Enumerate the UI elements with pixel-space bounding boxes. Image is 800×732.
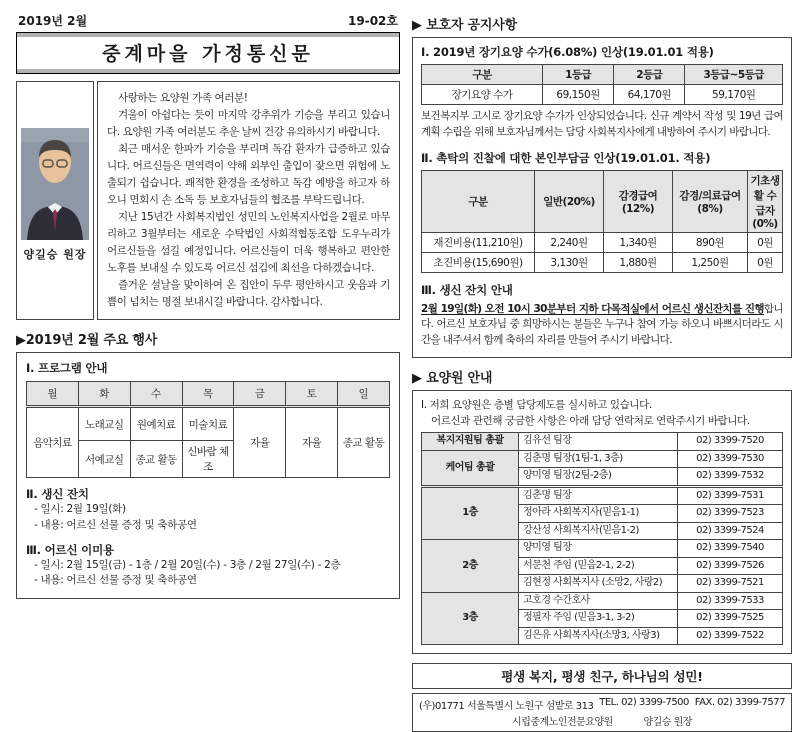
program-cell: 종교 활동 (338, 407, 390, 478)
postal-address: (우)01771 서울특별시 노원구 섬밭로 313 (419, 701, 594, 713)
fee-value: 59,170원 (685, 85, 783, 105)
staff-contact-table (421, 432, 783, 645)
program-cell: 음악치료 (27, 407, 79, 478)
slogan-banner: 평생 복지, 평생 친구, 하나님의 성민! (412, 663, 792, 689)
program-cell: 자율 (286, 407, 338, 478)
table-row (422, 450, 783, 468)
letter-paragraph: 즐거운 설날을 맞이하여 온 집안이 두루 평안하시고 웃음과 기쁨이 넘치는 명절 보내시길 바랍니다. 감사합니다. (107, 279, 390, 308)
staff-phone: 02) 3399-7521 (678, 575, 783, 593)
issue-number: 19-02호 (348, 14, 398, 28)
copay-value: 890원 (673, 232, 748, 252)
copay-increase-title: Ⅱ. 촉탁의 진찰에 대한 본인부담금 인상(19.01.01. 적용) (421, 150, 711, 165)
table-row (422, 65, 783, 85)
table-row (27, 407, 390, 441)
day-header: 일 (338, 382, 390, 407)
copay-row-label: 초진비용(15,690원) (422, 252, 535, 272)
staff-name: 김은유 사회복지사(소망3, 사랑3) (519, 627, 678, 645)
copay-header: 기초생활 수급자(0%) (748, 170, 783, 232)
table-row (422, 486, 783, 505)
guardian-notices-box (412, 37, 792, 358)
contact-footer (412, 693, 792, 732)
fax-number: FAX. 02) 3399-7577 (694, 697, 785, 709)
organization-name: 시립중계노인전문요양원 (512, 717, 613, 729)
beauty-service-content: - 내용: 어르신 선물 증정 및 축하공연 (34, 574, 197, 587)
staff-phone: 02) 3399-7530 (678, 450, 783, 468)
program-cell: 서예교실 (78, 441, 130, 478)
day-header: 월 (27, 382, 79, 407)
staff-phone: 02) 3399-7526 (678, 557, 783, 575)
staff-group: 1층 (422, 486, 519, 540)
table-row (422, 433, 783, 451)
staff-phone: 02) 3399-7532 (678, 468, 783, 487)
right-column (412, 12, 792, 732)
staff-phone: 02) 3399-7533 (678, 592, 783, 610)
left-column (16, 12, 400, 732)
table-row (422, 85, 783, 105)
birthday-notice-text (421, 302, 783, 349)
director-photo-box (16, 81, 94, 320)
letter-paragraph: 겨울이 아쉽다는 듯이 마지막 강추위가 기승을 부리고 있습니다. 요양원 가족 여러분도 추운 날씨 건강 유의하시기 바랍니다. (107, 109, 390, 138)
table-row (422, 252, 783, 272)
copay-header: 감경급여 (12%) (604, 170, 673, 232)
fee-row-label: 장기요양 수가 (422, 85, 543, 105)
day-header: 수 (130, 382, 182, 407)
staff-group: 3층 (422, 592, 519, 645)
events-box (16, 352, 400, 599)
staff-phone: 02) 3399-7522 (678, 627, 783, 645)
copay-value: 1,250원 (673, 252, 748, 272)
copay-value: 0원 (748, 232, 783, 252)
staff-name: 김현정 사회복지사 (소망2, 사랑2) (519, 575, 678, 593)
fee-value: 69,150원 (543, 85, 614, 105)
copay-value: 3,130원 (535, 252, 604, 272)
copay-header: 일반(20%) (535, 170, 604, 232)
day-header: 토 (286, 382, 338, 407)
weekly-program-table (26, 381, 390, 478)
guardian-notices-heading: ▶ 보호자 공지사항 (412, 18, 517, 33)
staff-phone: 02) 3399-7531 (678, 486, 783, 505)
program-guide-title: Ⅰ. 프로그램 안내 (26, 361, 108, 375)
birthday-party-item (26, 486, 390, 534)
staff-phone: 02) 3399-7540 (678, 540, 783, 558)
fee-header: 3등급~5등급 (685, 65, 783, 85)
director-photo (21, 128, 89, 240)
copay-header: 구분 (422, 170, 535, 232)
program-cell: 신바람 체조 (182, 441, 234, 478)
staff-name: 서문천 주임 (믿음2-1, 2-2) (519, 557, 678, 575)
table-row (422, 170, 783, 232)
staff-phone: 02) 3399-7523 (678, 505, 783, 523)
copay-row-label: 재진비용(11,210원) (422, 232, 535, 252)
program-cell: 원예치료 (130, 407, 182, 441)
facility-info-box (412, 390, 792, 655)
staff-name: 정필자 주임 (믿음3-1, 3-2) (519, 610, 678, 628)
program-cell: 미술치료 (182, 407, 234, 441)
staff-group: 복지지원팀 총괄 (422, 433, 519, 451)
program-cell: 노래교실 (78, 407, 130, 441)
birthday-party-title: Ⅱ. 생신 잔치 (26, 487, 89, 501)
director-letter-body (97, 81, 400, 320)
table-row (422, 232, 783, 252)
birthday-party-content: - 내용: 어르신 선물 증정 및 축하공연 (34, 518, 197, 531)
beauty-service-title: Ⅲ. 어르신 이미용 (26, 542, 114, 557)
staff-group: 케어팀 총괄 (422, 450, 519, 486)
issue-date: 2019년 2월 (18, 14, 88, 28)
copay-value: 1,340원 (604, 232, 673, 252)
facility-intro-2: 어르신과 관련해 궁금한 사항은 아래 담당 연락처로 연락주시기 바랍니다. (431, 415, 750, 428)
fee-header: 1등급 (543, 65, 614, 85)
staff-name: 고호경 수간호사 (519, 592, 678, 610)
fee-header: 구분 (422, 65, 543, 85)
staff-name: 양미영 팀장 (519, 540, 678, 558)
staff-phone: 02) 3399-7524 (678, 522, 783, 540)
copay-header: 감경/의료급여 (8%) (673, 170, 748, 232)
events-section-heading: ▶2019년 2월 주요 행사 (16, 333, 158, 348)
fee-increase-title: Ⅰ. 2019년 장기요양 수가(6.08%) 인상(19.01.01 적용) (421, 45, 714, 59)
copay-value: 1,880원 (604, 252, 673, 272)
staff-name: 강산성 사회복지사(믿음1-2) (519, 522, 678, 540)
day-header: 화 (78, 382, 130, 407)
facility-intro-1: Ⅰ. 저희 요양원은 층별 담당제도를 실시하고 있습니다. (421, 398, 652, 411)
table-row (422, 540, 783, 558)
day-header: 목 (182, 382, 234, 407)
staff-name: 정아라 사회복지사(믿음1-1) (519, 505, 678, 523)
program-cell: 자율 (234, 407, 286, 478)
fee-increase-note: 보건복지부 고시로 장기요양 수가가 인상되었습니다. 신규 계약서 작성 및 19년 급여계획 수립을 위해 보호자님께서는 담당 사회복지사에게 내방하여 주시기 바랍니다. (421, 110, 783, 138)
birthday-notice-title: Ⅲ. 생신 잔치 안내 (421, 282, 513, 297)
letter-paragraph: 최근 매서운 한파가 기승을 부리며 독감 환자가 급증하고 있습니다. 어르신들은 면역력이 약해 외부인 출입이 잦으면 위험에 노출되기 쉽습니다. 쾌적한 환경을 조성하고 독감 예방을 하고자 하오니 면회시 손 소독 등 보호자님들의 협조를 부탁드립니다. (107, 143, 390, 206)
beauty-service-item (26, 542, 390, 590)
director-photo-caption: 양길승 원장 (23, 248, 87, 261)
letter-paragraph: 지난 15년간 사회복지법인 성민의 노인복지사업을 2월로 마무리하고 3월부터는 새로운 수탁법인 사회적협동조합 도우누리가 어르신들을 섬길 예정입니다. 어르신들이 더욱 행복하고 편안한 노후를 보내실 수 있도록 어르신 섬김에 최선을 다하겠습니다. (107, 211, 390, 274)
staff-phone: 02) 3399-7525 (678, 610, 783, 628)
birthday-notice-rest: 합니다. 어르신 보호자님 중 희망하시는 분들은 누구나 참여 가능 하오니 바쁘시더라도 시간을 내주셔서 함께 축하의 자리를 만들어 주시기 바랍니다. (421, 302, 783, 346)
staff-name: 김유선 팀장 (519, 433, 678, 451)
director-letter (16, 81, 400, 320)
letter-paragraph: 사랑하는 요양원 가족 여러분! (118, 92, 248, 104)
care-fee-table (421, 64, 783, 105)
table-row (422, 592, 783, 610)
table-row (27, 382, 390, 407)
contact-footer-line1 (419, 697, 785, 712)
program-cell: 종교 활동 (130, 441, 182, 478)
beauty-service-date: - 일시: 2월 15일(금) - 1층 / 2월 20일(수) - 3층 / 2월 27일(수) - 2층 (34, 558, 341, 571)
copay-value: 2,240원 (535, 232, 604, 252)
birthday-notice-underlined: 2월 19일(화) 오전 10시 30분부터 지하 다목적실에서 어르신 생신잔치를 진행 (421, 302, 764, 315)
copay-value: 0원 (748, 252, 783, 272)
staff-name: 김춘명 팀장(1팀-1, 3층) (519, 450, 678, 468)
newsletter-title: 중계마을 가정통신문 (17, 33, 399, 73)
staff-phone: 02) 3399-7520 (678, 433, 783, 451)
staff-name: 김춘명 팀장 (519, 486, 678, 505)
staff-group: 2층 (422, 540, 519, 593)
day-header: 금 (234, 382, 286, 407)
copay-table (421, 170, 783, 273)
newsletter-title-box (16, 32, 400, 74)
masthead (16, 12, 400, 32)
fee-value: 64,170원 (614, 85, 685, 105)
facility-info-heading: ▶ 요양원 안내 (412, 370, 493, 386)
staff-name: 양미영 팀장(2팀-2층) (519, 468, 678, 487)
tel-number: TEL. 02) 3399-7500 (599, 697, 689, 709)
director-name: 양길승 원장 (643, 717, 692, 729)
birthday-party-date: - 일시: 2월 19일(화) (34, 503, 126, 515)
fee-header: 2등급 (614, 65, 685, 85)
contact-footer-line2 (419, 713, 785, 728)
